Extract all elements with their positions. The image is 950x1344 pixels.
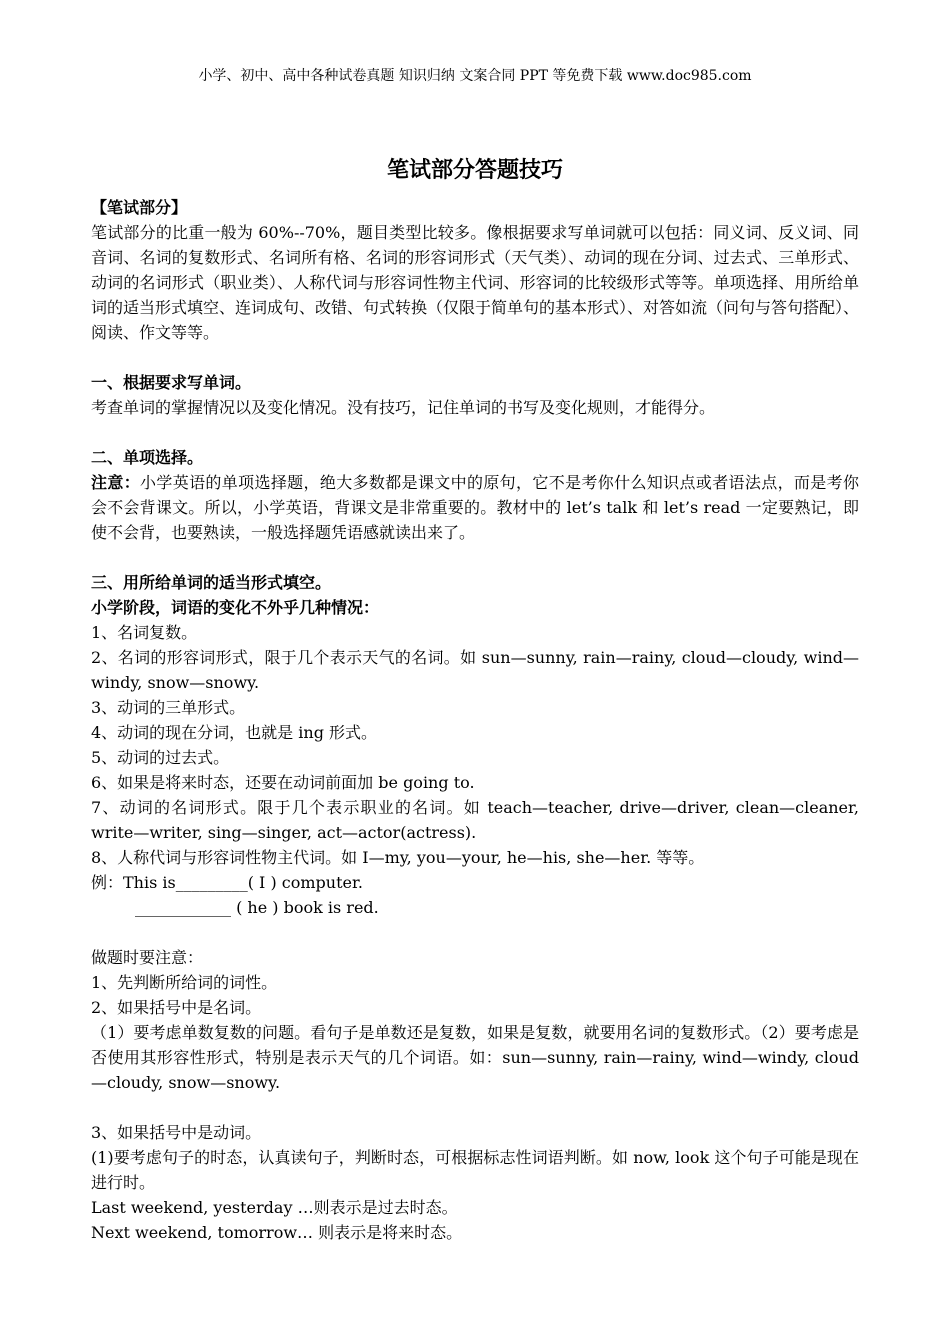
tips-item-2: 2、如果括号中是名词。 [91,998,262,1017]
section1-heading: 一、根据要求写单词。 [91,373,252,392]
example-line-2: ____________ ( he ) book is red. [135,898,379,917]
future-tense-line: Next weekend, tomorrow… 则表示是将来时态。 [91,1223,463,1242]
spacer [91,920,859,945]
section3-subheading: 小学阶段，词语的变化不外乎几种情况： [91,598,380,617]
list-item: 4、动词的现在分词，也就是 ing 形式。 [91,723,378,742]
section2-note [91,470,859,545]
document-body [91,195,859,1245]
list-item: 2、名词的形容词形式，限于几个表示天气的名词。如 sun—sunny, rain—rainy, cloud—cloudy, wind—windy, snow—snowy. [91,648,859,692]
example-line-1: 例：This is_________( I ) computer. [91,873,363,892]
tips-item-3-detail: (1)要考虑句子的时态，认真读句子，判断时态，可根据标志性词语判断。如 now, look 这个句子可能是现在进行时。 [91,1148,859,1192]
tips-item-3: 3、如果括号中是动词。 [91,1123,262,1142]
note-label: 注意： [91,473,141,492]
tips-heading: 做题时要注意： [91,948,204,967]
list-item: 7、动词的名词形式。限于几个表示职业的名词。如 teach—teacher, drive—driver, clean—cleaner, write—writer, sing—singer, act—actor(actress). [91,798,859,842]
spacer [91,345,859,370]
past-tense-line: Last weekend, yesterday …则表示是过去时态。 [91,1198,458,1217]
list-item: 8、人称代词与形容词性物主代词。如 I—my, you—your, he—his, she—her. 等等。 [91,848,705,867]
list-item: 3、动词的三单形式。 [91,698,246,717]
document-title: 笔试部分答题技巧 [386,158,563,183]
section1-body: 考查单词的掌握情况以及变化情况。没有技巧，记住单词的书写及变化规则，才能得分。 [91,398,716,417]
section3-heading: 三、用所给单词的适当形式填空。 [91,573,332,592]
intro-paragraph: 笔试部分的比重一般为 60%--70%，题目类型比较多。像根据要求写单词就可以包括：同义词、反义词、同音词、名词的复数形式、名词所有格、名词的形容词形式（天气类）、动词的现在分词、过去式、三单形式、动词的名词形式（职业类）、人称代词与形容词性物主代词、形容词的比较级形式等等。单项选择、用所给单词的适当形式填空、连词成句、改错、句式转换（仅限于简单句的基本形式）、对答如流（问句与答句搭配）、阅读、作文等等。 [91,223,860,342]
tips-item-2-detail: （1）要考虑单数复数的问题。看句子是单数还是复数，如果是复数，就要用名词的复数形式。（2）要考虑是否使用其形容性形式，特别是表示天气的几个词语。如：sun—sunny, rain—rainy, wind—windy, cloud—cloudy, snow—snowy. [91,1023,859,1092]
list-item: 5、动词的过去式。 [91,748,230,767]
page-header: 小学、初中、高中各种试卷真题 知识归纳 文案合同 PPT 等免费下载 www.doc985.com [198,68,752,84]
spacer [91,1095,859,1120]
list-item: 1、名词复数。 [91,623,198,642]
intro-heading: 【笔试部分】 [91,198,188,217]
section2-heading: 二、单项选择。 [91,448,204,467]
tips-item-1: 1、先判断所给词的词性。 [91,973,278,992]
spacer [91,420,859,445]
note-body: 小学英语的单项选择题，绝大多数都是课文中的原句，它不是考你什么知识点或者语法点，而是考你会不会背课文。所以，小学英语，背课文是非常重要的。教材中的 let’s talk 和 let’s read 一定要熟记，即使不会背，也要熟读，一般选择题凭语感就读出来了。 [91,473,859,542]
spacer [91,545,859,570]
list-item: 6、如果是将来时态，还要在动词前面加 be going to. [91,773,475,792]
